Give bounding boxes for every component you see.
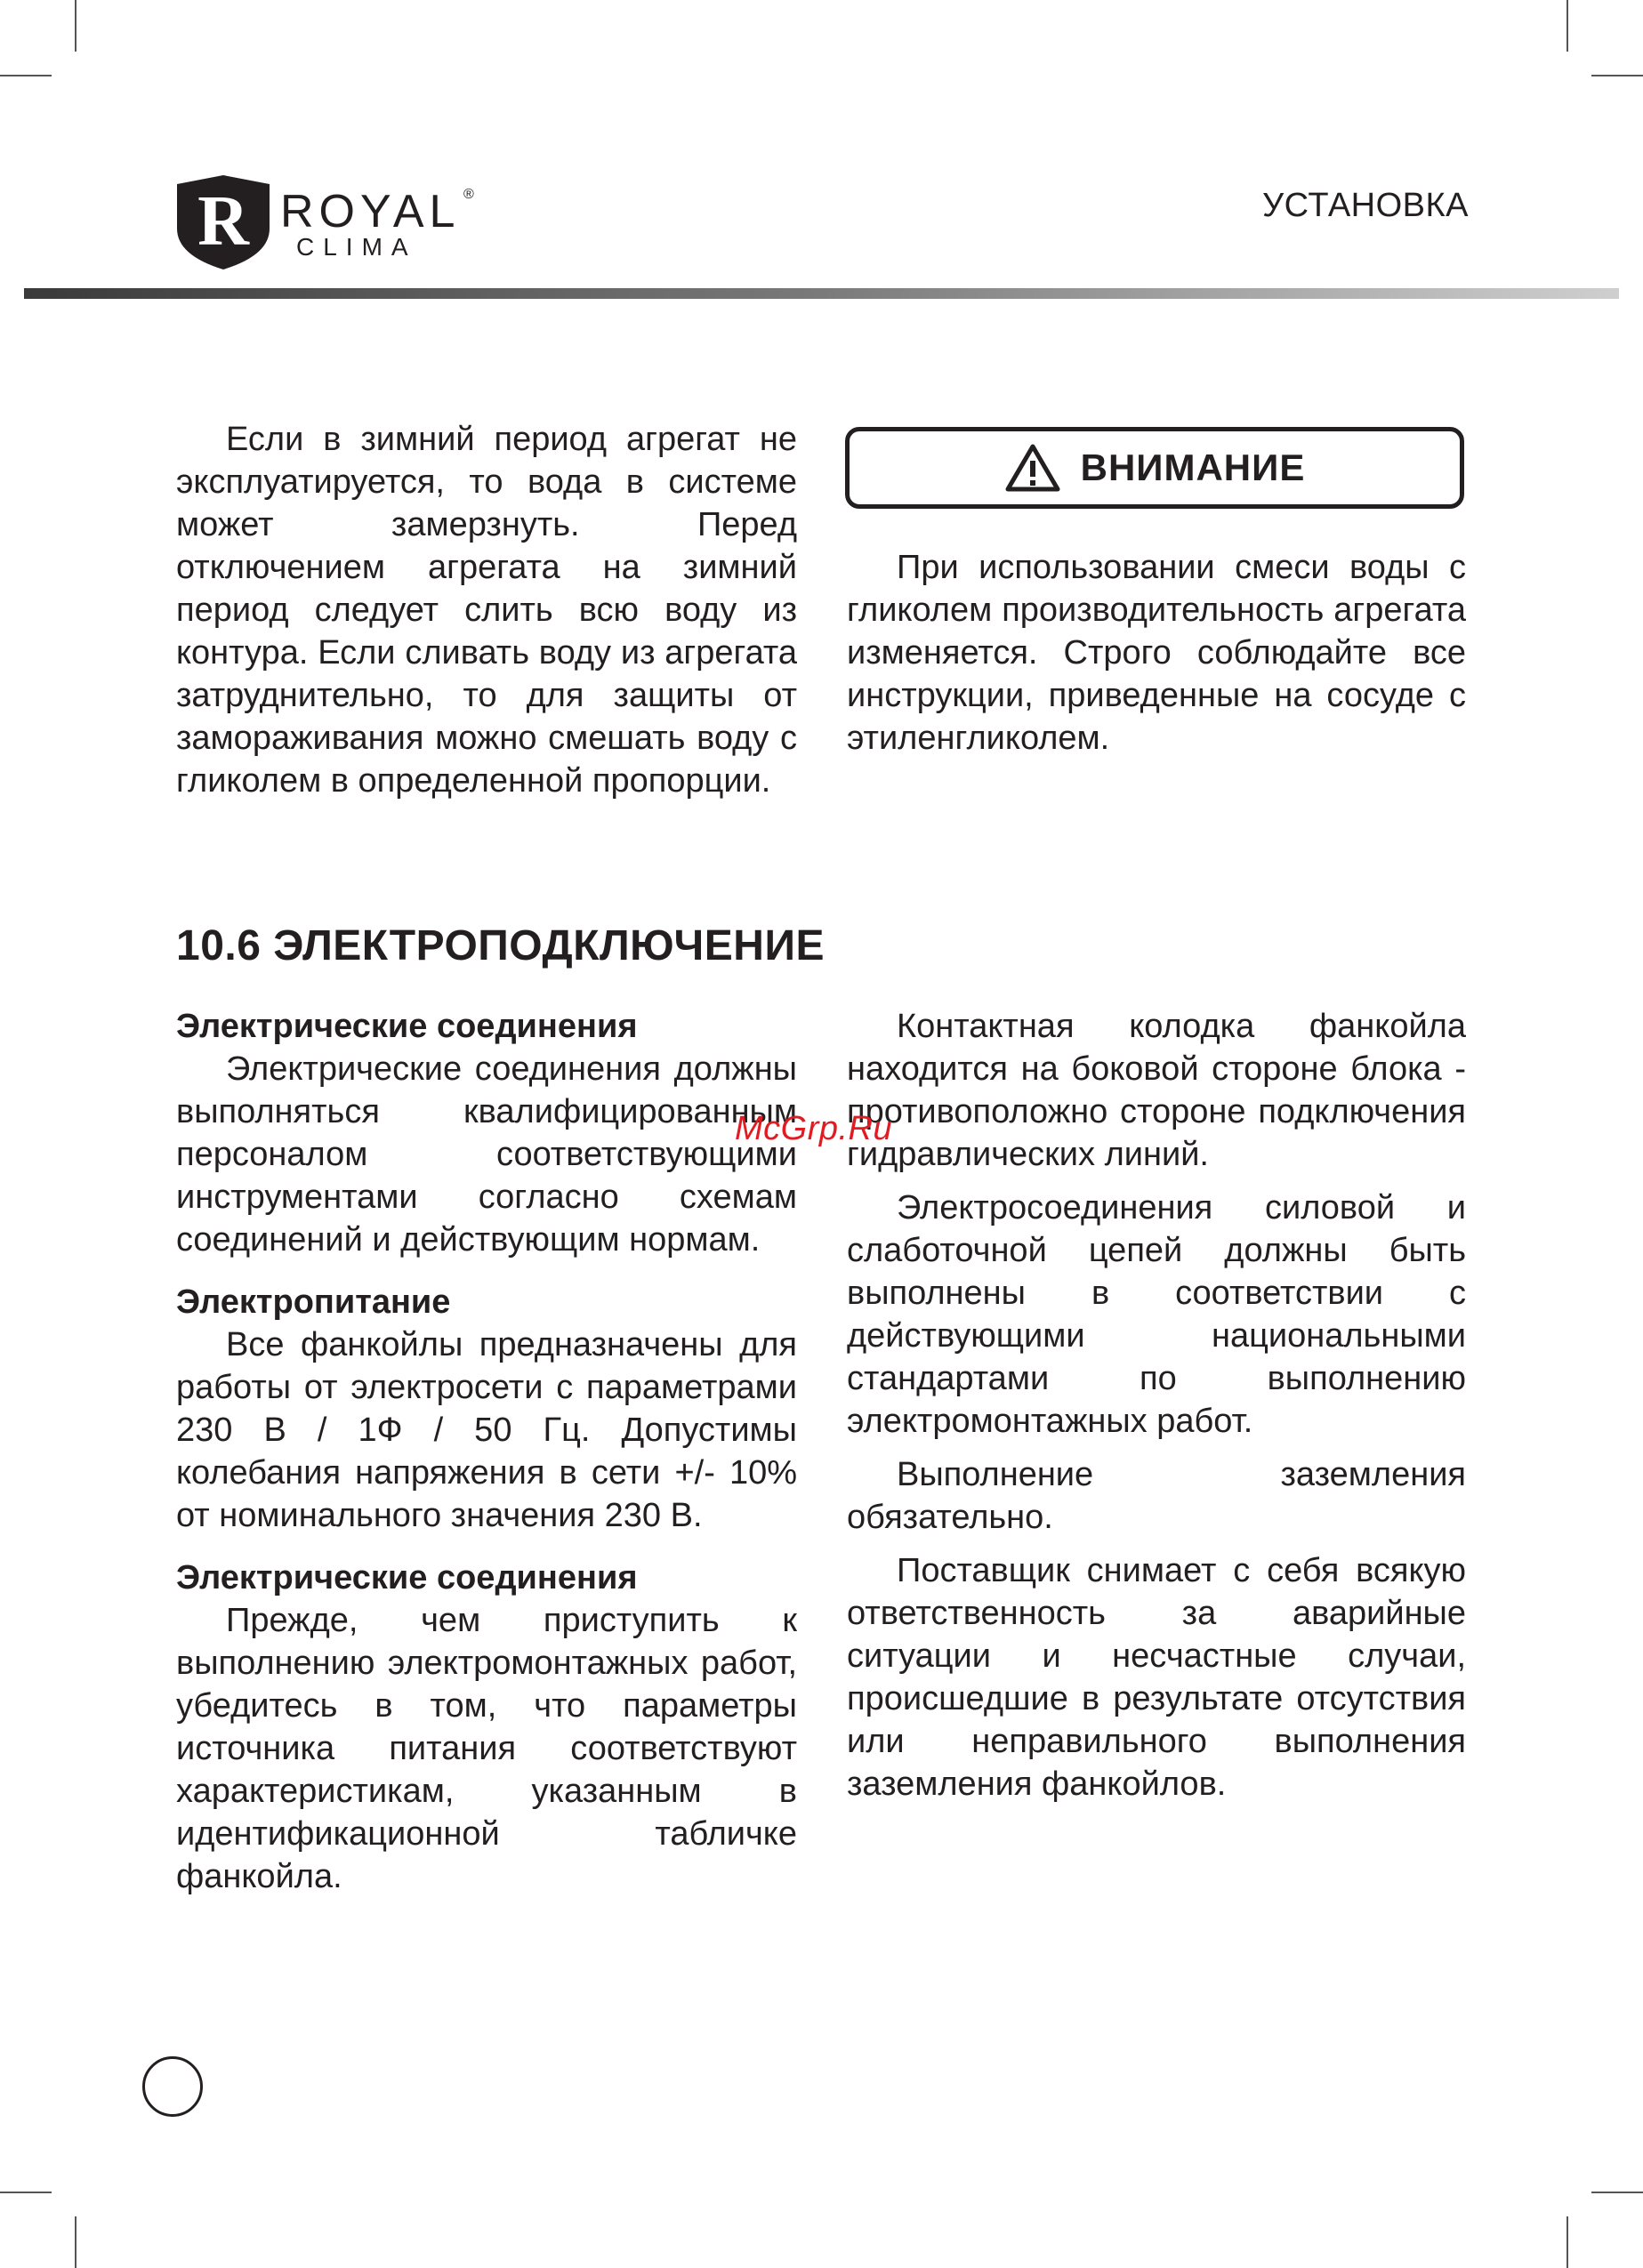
- crop-mark: [75, 2216, 77, 2268]
- paragraph-electrical-connections: Электрические соединения должны выполняться квалифицированным персоналом соответствующими инструментами согласно схемам соединений и действующим нормам.: [176, 1050, 797, 1259]
- subheading-power-supply: Электропитание: [176, 1283, 451, 1321]
- logo-sub: CLIMA: [296, 233, 417, 261]
- subheading-electrical-connections: Электрические соединения: [176, 1008, 638, 1045]
- logo-brand: ROYAL: [280, 186, 461, 237]
- paragraph-terminal-block: Контактная колодка фанкойла находится на боковой стороне блока - противоположно стороне подключения гидравлических линий.: [847, 1008, 1466, 1173]
- right-column: [847, 1005, 1466, 1806]
- section-heading: 10.6 ЭЛЕКТРОПОДКЛЮЧЕНИЕ: [176, 922, 825, 969]
- crop-mark: [0, 2192, 52, 2193]
- section-label: УСТАНОВКА: [1262, 187, 1469, 224]
- royal-clima-logo: [173, 173, 476, 271]
- logo-initial: R: [197, 182, 249, 261]
- paragraph-before-work: Прежде, чем приступить к выполнению электромонтажных работ, убедитесь в том, что параметры источника питания соответствуют характеристикам, указанным в идентификационной табличке фанкойла.: [176, 1602, 797, 1895]
- crop-mark: [1591, 75, 1643, 76]
- warning-text-column: [847, 546, 1466, 760]
- paragraph-liability: Поставщик снимает с себя всякую ответственность за аварийные ситуации и несчастные случаи, происшедшие в результате отсутствия или неправильного выполнения заземления фанкойлов.: [847, 1552, 1466, 1803]
- watermark: McGrp.Ru: [735, 1110, 893, 1147]
- crop-mark: [1566, 2216, 1568, 2268]
- crop-mark: [1591, 2192, 1643, 2193]
- warning-triangle-icon: [1004, 443, 1061, 493]
- page-number-circle: [142, 2056, 203, 2117]
- intro-column: [176, 418, 797, 802]
- crop-mark: [0, 75, 52, 76]
- paragraph-grounding: Выполнение заземления обязательно.: [847, 1456, 1466, 1536]
- logo-registered: ®: [463, 187, 474, 202]
- warning-box: [845, 427, 1464, 509]
- subheading-electrical-connections-2: Электрические соединения: [176, 1559, 638, 1596]
- warning-text: При использовании смеси воды с гликолем производительность агрегата изменяется. Строго соблюдайте все инструкции, приведенные на сосуде с этиленгликолем.: [847, 549, 1466, 757]
- crop-mark: [1566, 0, 1568, 52]
- paragraph-circuits: Электросоединения силовой и слаботочной цепей должны быть выполнены в соответствии с действующими национальными стандартами по выполнению электромонтажных работ.: [847, 1189, 1466, 1440]
- header-divider: [24, 288, 1619, 299]
- warning-title: ВНИМАНИЕ: [1080, 446, 1306, 488]
- crop-mark: [75, 0, 77, 52]
- intro-paragraph: Если в зимний период агрегат не эксплуатируется, то вода в системе может замерзнуть. Перед отключением агрегата на зимний период следует слить всю воду из контура. Если сливать воду из агрегата затруднительно, то для защиты от замораживания можно смешать воду с гликолем в определенной пропорции.: [176, 421, 797, 800]
- left-column: [176, 1005, 797, 1898]
- paragraph-power-supply: Все фанкойлы предназначены для работы от электросети с параметрами 230 В / 1Ф / 50 Гц. Допустимы колебания напряжения в сети +/- 10% от номинального значения 230 В.: [176, 1326, 797, 1534]
